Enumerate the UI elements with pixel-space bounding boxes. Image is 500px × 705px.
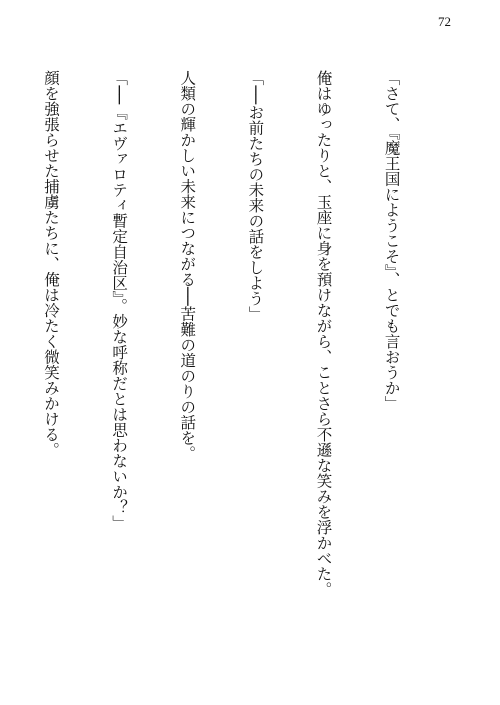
- page-number: 72: [438, 14, 451, 29]
- text-line: 「さて、『魔王国にようこそ』、とでも言おうか」: [382, 70, 401, 411]
- text-line: 顔を強張らせた捕虜たちに、俺は冷たく微笑みかける。: [42, 70, 61, 458]
- text-line: 人類の輝かしい未来につながる──苦難の道のりの話を。: [178, 70, 197, 461]
- novel-text-body: [0, 70, 448, 675]
- text-line: 「──『エヴァロティ暫定自治区』。妙な呼称だとは思わないか？」: [110, 70, 129, 531]
- text-line: 「──お前たちの未来の話をしよう」: [246, 70, 265, 322]
- text-line: 俺はゆったりと、玉座に身を預けながら、ことさら不遜な笑みを浮かべた。: [314, 70, 333, 597]
